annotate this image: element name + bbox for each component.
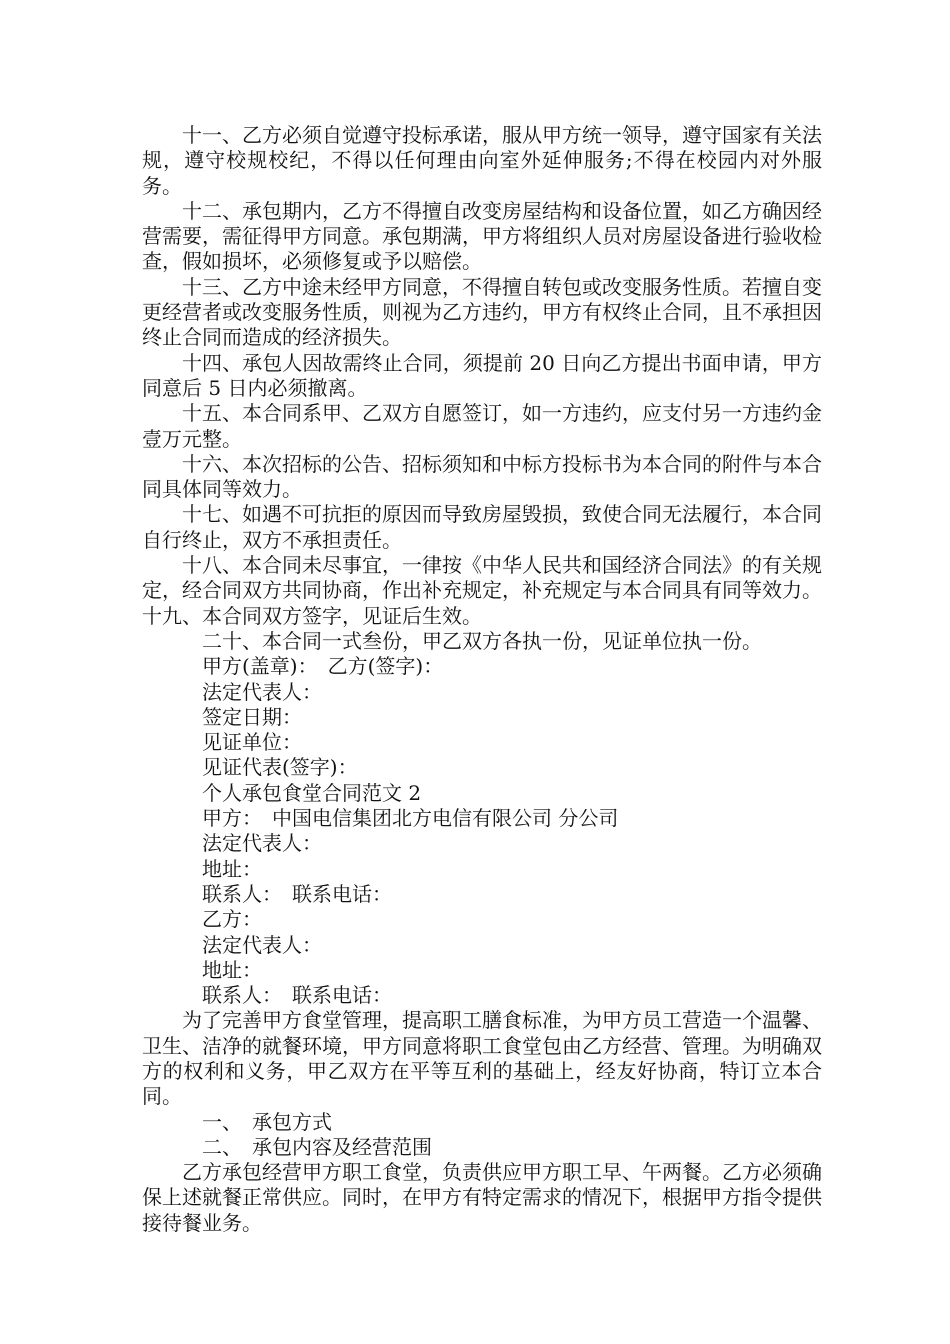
clause-12: 十二、承包期内，乙方不得擅自改变房屋结构和设备位置，如乙方确因经营需要，需征得甲方同意。承包期满，甲方将组织人员对房屋设备进行验收检查，假如损坏，必须修复或予以赔偿。 [142,198,822,274]
contract-text [142,123,822,1236]
party-a-address: 地址： [202,856,262,881]
clause-11: 十一、乙方必须自觉遵守投标承诺，服从甲方统一领导，遵守国家有关法规，遵守校规校纪，不得以任何理由向室外延伸服务;不得在校园内对外服务。 [142,123,822,198]
clause-13: 十三、乙方中途未经甲方同意，不得擅自转包或改变服务性质。若擅自变更经营者或改变服务性质，则视为乙方违约，甲方有权终止合同，且不承担因终止合同而造成的经济损失。 [142,274,822,350]
signing-date-line: 签定日期： [202,704,302,729]
clause-15: 十五、本合同系甲、乙双方自愿签订，如一方违约，应支付另一方违约金壹万元整。 [142,401,822,451]
clause-16: 十六、本次招标的公告、招标须知和中标方投标书为本合同的附件与本合同具体同等效力。 [142,451,822,502]
clause-18-19: 十八、本合同未尽事宜，一律按《中华人民共和国经济合同法》的有关规定，经合同双方共同协商，作出补充规定，补充规定与本合同具有同等效力。十九、本合同双方签字，见证后生效。 [142,553,822,628]
party-a-line: 甲方： 中国电信集团北方电信有限公司 分公司 [202,806,619,831]
clause-20: 二十、本合同一式叁份，甲乙双方各执一份，见证单位执一份。 [202,628,762,653]
section-1-heading: 一、 承包方式 [202,1109,332,1134]
sample-contract-2-title: 个人承包食堂合同范文 2 [202,780,422,805]
party-b-legal-representative: 法定代表人： [202,932,322,957]
legal-representative-line: 法定代表人： [202,679,322,704]
clause-14: 十四、承包人因故需终止合同，须提前 20 日向乙方提出书面申请，甲方同意后 5 日内必须撤离。 [142,350,822,400]
section-2-heading: 二、 承包内容及经营范围 [202,1134,432,1159]
party-a-seal-party-b-sign: 甲方(盖章)： 乙方(签字)： [202,654,444,679]
party-b-address: 地址： [202,957,262,982]
clause-17: 十七、如遇不可抗拒的原因而导致房屋毁损，致使合同无法履行，本合同自行终止，双方不承担责任。 [142,502,822,552]
witness-unit-line: 见证单位： [202,730,302,755]
section-2-body: 乙方承包经营甲方职工食堂，负责供应甲方职工早、午两餐。乙方必须确保上述就餐正常供应。同时，在甲方有特定需求的情况下，根据甲方指令提供接待餐业务。 [142,1160,822,1235]
party-b-line: 乙方： [202,907,262,932]
witness-representative-line: 见证代表(签字)： [202,755,358,780]
preamble-paragraph: 为了完善甲方食堂管理，提高职工膳食标准，为甲方员工营造一个温馨、卫生、洁净的就餐环境，甲方同意将职工食堂包由乙方经营、管理。为明确双方的权利和义务，甲乙双方在平等互利的基础上，经友好协商，特订立本合同。 [142,1008,822,1109]
party-b-contact: 联系人： 联系电话： [202,983,392,1008]
party-a-legal-representative: 法定代表人： [202,831,322,856]
party-a-contact: 联系人： 联系电话： [202,881,392,906]
